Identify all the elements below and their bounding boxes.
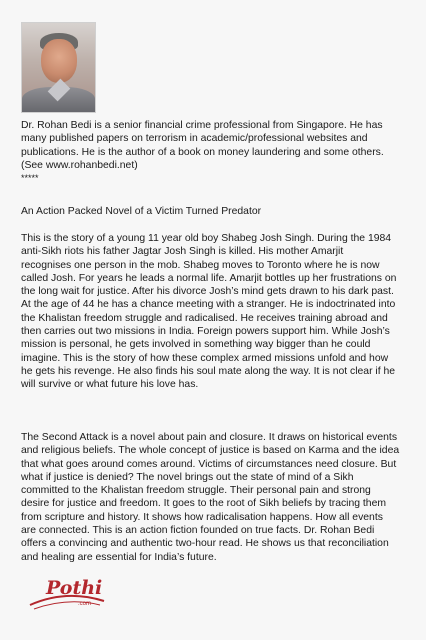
publisher-logo-suffix: .com	[78, 601, 92, 607]
synopsis-paragraph-2: The Second Attack is a novel about pain and closure. It draws on historical events and religious beliefs. The whole concept of justice is based on Karma and the idea that what goes around comes around. Victims of circumstances need closure. But what if justice is denied? The novel brings out the state of mind of a Sikh committed to the Khalistan freedom struggle. Their personal pain and strong desire for justice and freedom. It goes to the root of Sikh beliefs by tracing them from scripture and history. It shows how radicalisation happens. How all events are connected. This is an action fiction founded on true facts. Dr. Rohan Bedi offers a convincing and authentic two-hour read. He shows us that reconciliation and healing are essential for India’s future.	[21, 432, 400, 563]
author-bio: Dr. Rohan Bedi is a senior financial crime professional from Singapore. He has many published papers on terrorism in academic/professional websites and publications. He is the author of a book on money laundering and some others. (See www.rohanbedi.net)	[21, 120, 384, 171]
book-subtitle: An Action Packed Novel of a Victim Turned Predator	[21, 206, 262, 217]
publisher-logo-name: Pothi	[46, 577, 103, 599]
author-photo	[21, 22, 96, 113]
publisher-logo	[26, 575, 108, 619]
synopsis-paragraph-1: This is the story of a young 11 year old boy Shabeg Josh Singh. During the 1984 anti-Sikh riots his father Jagtar Josh Singh is killed. His mother Amarjit recognises one person in the mob. Shabeg moves to Toronto where he is now called Josh. For years he leads a normal life. Amarjit bottles up her frustrations on the long wait for justice. After his divorce Josh’s mind gets drawn to his dark past. At the age of 44 he has a chance meeting with a stranger. He is indoctrinated into the Khalistan freedom struggle and radicalised. He receives training abroad and then carries out two missions in India. Foreign powers support him. While Josh’s mission is personal, he gets involved in something way bigger than he could imagine. This is the story of how these complex armed missions unfold and how he gets his revenge. He also finds his soul mate along the way. It is not clear if he will survive or what future his love has.	[21, 233, 397, 391]
separator-stars: *****	[21, 173, 39, 183]
